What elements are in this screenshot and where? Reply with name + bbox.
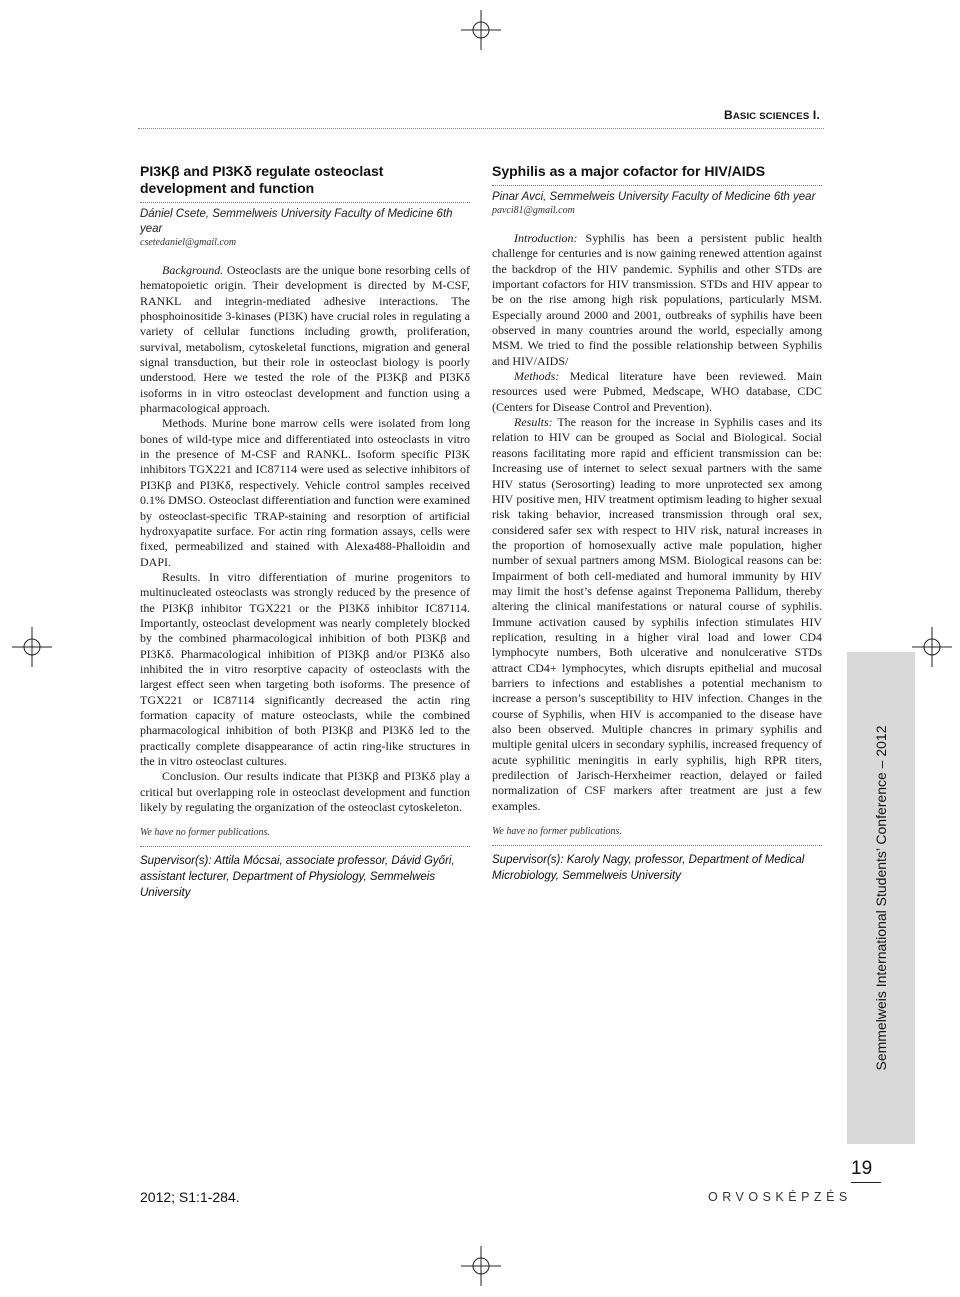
- methods-text: Murine bone marrow cells were isolated from long bones of wild-type mice and differentiated into osteoclasts in vitro in the presence of M-CSF and RANKL. Isoform specific PI3K inhibitors TGX221 and IC87114 were used as selective inhibitors of PI3Kβ and PI3Kδ, respectively. Vehicle control samples received 0.1% DMSO. Osteoclast differentiation and function were examined by osteoclast-specific TRAP-staining and resorption of artificial hydroxyapatite surface. For actin ring formation assays, cells were fixed, permeabilized and stained with Alexa488-Phalloidin and DAPI.: [140, 416, 470, 569]
- right-title-divider: [492, 185, 822, 186]
- right-paragraph-introduction: [492, 231, 822, 369]
- right-paragraph-results: [492, 415, 822, 814]
- header-divider: [138, 128, 824, 129]
- right-abstract: [492, 163, 822, 884]
- introduction-label: Introduction:: [514, 231, 578, 245]
- section-header-smallcaps: ASIC SCIENCES: [732, 111, 810, 122]
- journal-citation: 2012; S1:1-284.: [140, 1189, 240, 1205]
- left-abstract-email: csetedaniel@gmail.com: [140, 237, 237, 248]
- journal-name: ORVOSKÉPZÉS: [708, 1190, 852, 1204]
- results-label: Results.: [162, 569, 201, 584]
- conclusion-text: Our results indicate that PI3Kβ and PI3Kδ play a critical but overlapping role in osteoclast development and function likely by regulating the organization of the osteoclast cytoskeleton.: [140, 769, 470, 815]
- left-paragraph-methods: [140, 416, 470, 569]
- introduction-text: Syphilis has been a persistent public health challenge for centuries and is now gaining renewed attention against the backdrop of the HIV pandemic. Syphilis and other STDs are important cofactors for HIV transmission. STDs and HIV appear to be on the rise among high risk populations, particularly MSM. Especially around 2000 and 2001, outbreaks of syphilis have been observed in many countries around the world, especially among MSM. We tried to find the possible relationship between Syphilis and HIV/AIDS/: [492, 231, 822, 368]
- right-abstract-author: Pinar Avci, Semmelweis University Faculty of Medicine 6th year: [492, 191, 816, 203]
- left-abstract-author: Dániel Csete, Semmelweis University Faculty of Medicine 6th year: [140, 208, 453, 235]
- section-header-suffix: I.: [809, 108, 820, 122]
- left-abstract-title: PI3Kβ and PI3Kδ regulate osteoclast development and function: [140, 163, 384, 196]
- results-text: The reason for the increase in Syphilis cases and its relation to HIV can be grouped as Social and Biological. Social reasons facilitating more rapid and efficient transmission can be: Increasing use of internet to select sexual partners with the same HIV status (Serosorting) leading to more unprotected sex among HIV positive men, HIV treatment optimism leading to higher sexual risk taking behavior, increased transmission through oral sex, considered safer sex with respect to HIV risk, natural increases in the proportion of homosexually active male population, higher number of sexual partners among MSM. Biological reasons can be: Impairment of both cell-mediated and humoral immunity by HIV may limit the host’s defense against Treponema Pallidum, thereby altering the clinical manifestations or natural course of syphilis. Immune activation caused by syphilis infection stimulates HIV replication, resulting in a higher viral load and lower CD4 lymphocyte numbers, Both ulcerative and nonulcerative STDs attract CD4+ lymphocytes, which disrupts epithelial and mucosal barriers to infections and establishes a potential mechanism to increase a person’s susceptibility to HIV infection. Changes in the course of Syphilis, when HIV is accompanied to the disease have also been observed. Multiple chancres in primary syphilis and multiple genital ulcers in secondary syphilis, increased frequency of acute syphilitic meningitis in early syphilis, high RPR titers, predilection of Jarisch-Herxheimer reaction, delayed or failed normalization of CSF markers after treatment are just a few examples.: [492, 415, 822, 813]
- methods-text: Medical literature have been reviewed. Main resources used were Pubmed, Medscape, WHO database, CDC (Centers for Disease Control and Prevention).: [492, 369, 822, 414]
- right-abstract-body: [492, 231, 822, 814]
- methods-label: Methods:: [514, 369, 560, 384]
- conclusion-label: Conclusion.: [162, 769, 220, 784]
- left-abstract: [140, 163, 470, 901]
- crop-mark-top-left: [461, 10, 501, 50]
- right-publications-note: We have no former publications.: [492, 826, 622, 838]
- background-text: Osteoclasts are the unique bone resorbing cells of hematopoietic origin. Their development is directed by M-CSF, RANKL and integrin-mediated adhesive interactions. The phosphoinositide 3-kinases (PI3K) have crucial roles in regulating a variety of cellular functions including growth, proliferation, survival, metabolism, cytoskeletal functions, migration and general signal transduction, but their role in osteoclast biology is poorly understood. Here we tested the role of the PI3Kβ and PI3Kδ isoforms in in vitro osteoclast development and function using a pharmacological approach.: [140, 263, 470, 416]
- crop-mark-left-middle: [12, 627, 52, 667]
- left-title-divider: [140, 202, 470, 203]
- page-number: 19: [851, 1158, 873, 1179]
- results-label: Results:: [514, 415, 553, 430]
- crop-mark-bottom: [461, 1246, 501, 1286]
- background-label: Background.: [162, 263, 224, 277]
- left-supervisor: Supervisor(s): Attila Mócsai, associate professor, Dávid Győri, assistant lecturer, Department of Physiology, Semmelweis University: [140, 855, 455, 900]
- crop-mark-right-middle: [912, 627, 952, 667]
- page-number-rule: [851, 1182, 881, 1183]
- methods-label: Methods.: [162, 416, 207, 431]
- results-text: In vitro differentiation of murine progenitors to multinucleated osteoclasts was strongly reduced by the presence of the PI3Kβ inhibitor TGX221 or the PI3Kδ inhibitor IC87114. Importantly, osteoclast development was nearly completely blocked by the combined pharmacological inhibition of both PI3Kβ and PI3Kδ. Pharmacological inhibition of PI3Kβ and/or PI3Kδ also inhibited the in vitro resorptive capacity of osteoclasts with the largest effect seen when targeting both isoforms. The presence of TGX221 or IC87114 significantly decreased the actin ring formation capacity of mature osteoclasts, while the combined pharmacological inhibition of both PI3Kβ and PI3Kδ led to the practically complete disappearance of actin ring-like structures in the in vitro osteoclast cultures.: [140, 569, 470, 768]
- right-abstract-title: Syphilis as a major cofactor for HIV/AIDS: [492, 163, 766, 179]
- right-supervisor-divider: [492, 845, 822, 846]
- left-abstract-body: [140, 263, 470, 815]
- left-publications-note: We have no former publications.: [140, 827, 270, 839]
- left-paragraph-background: [140, 263, 470, 416]
- section-header: [724, 108, 820, 122]
- right-paragraph-methods: [492, 369, 822, 415]
- left-paragraph-conclusion: [140, 769, 470, 815]
- left-paragraph-results: [140, 570, 470, 769]
- section-header-initial: B: [724, 108, 733, 122]
- right-supervisor: Supervisor(s): Karoly Nagy, professor, Department of Medical Microbiology, Semmelweis University: [492, 854, 805, 883]
- left-supervisor-divider: [140, 846, 470, 847]
- conference-sidebar-text: Semmelweis International Students’ Conference – 2012: [873, 725, 889, 1071]
- right-abstract-email: pavci81@gmail.com: [492, 205, 575, 216]
